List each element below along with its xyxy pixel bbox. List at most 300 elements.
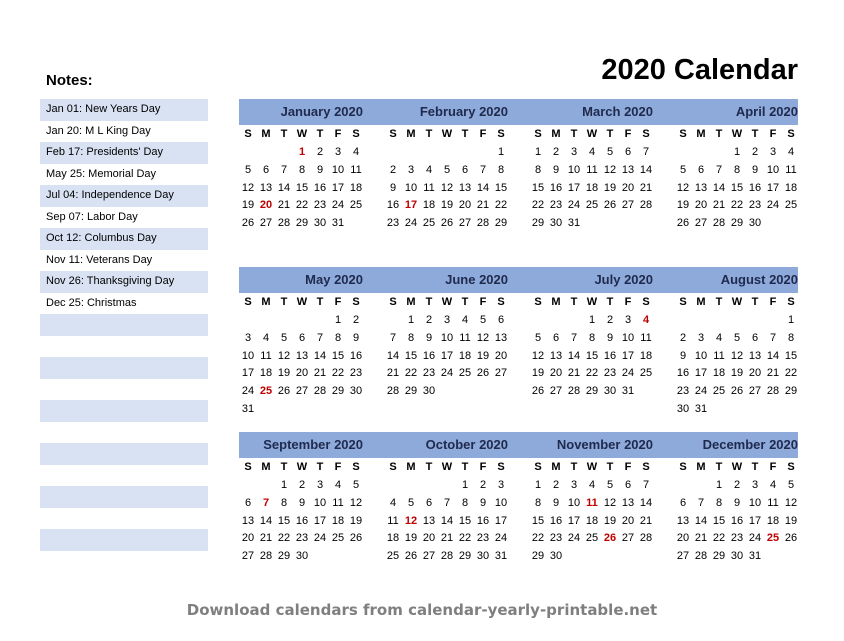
date-cell: 8	[334, 331, 342, 344]
weekday-label: T	[280, 461, 288, 473]
date-cell: 13	[621, 496, 635, 509]
date-cell: 16	[549, 514, 563, 527]
date-cell: 13	[494, 331, 508, 344]
date-cell: 23	[748, 199, 762, 212]
date-cell: 14	[259, 514, 273, 527]
date-cell: 2	[606, 314, 614, 326]
note-row: Sep 07: Labor Day	[46, 210, 138, 223]
date-cell: 26	[440, 217, 454, 230]
weekday-label: S	[787, 128, 795, 140]
date-cell: 31	[331, 217, 345, 230]
date-cell: 29	[531, 550, 545, 563]
date-cell: 1	[334, 314, 342, 326]
weekday-label: T	[715, 128, 723, 140]
date-cell: 11	[332, 496, 344, 509]
date-cell: 21	[313, 367, 327, 380]
note-row: Feb 17: Presidents' Day	[40, 142, 208, 164]
date-cell: 7	[769, 331, 777, 344]
date-cell: 26	[531, 385, 545, 398]
date-cell: 20	[494, 349, 508, 362]
date-cell: 5	[280, 331, 288, 344]
date-cell: 12	[603, 163, 617, 176]
date-cell: 27	[748, 385, 762, 398]
date-cell: 22	[585, 367, 599, 380]
date-cell: 15	[295, 181, 309, 194]
date-cell: 30	[748, 217, 762, 230]
date-cell: 11	[260, 349, 272, 362]
weekday-label: W	[731, 128, 743, 140]
date-cell: 29	[784, 385, 798, 398]
date-cell: 18	[259, 367, 273, 380]
date-cell: 20	[676, 532, 690, 545]
date-cell: 20	[422, 532, 436, 545]
date-cell: 17	[694, 367, 708, 380]
date-cell: 14	[476, 181, 490, 194]
weekday-label: W	[586, 461, 598, 473]
notes-list	[40, 99, 208, 551]
date-cell: 12	[531, 349, 545, 362]
date-cell: 18	[585, 514, 599, 527]
date-cell: 12	[349, 496, 363, 509]
weekday-label: M	[406, 128, 416, 140]
date-cell: 25	[639, 367, 653, 380]
date-cell: 11	[785, 163, 797, 176]
date-cell: 4	[352, 146, 360, 158]
date-cell: 4	[389, 496, 397, 509]
date-cell: 30	[549, 217, 563, 230]
date-cell: 28	[694, 550, 708, 563]
date-cell: 29	[494, 217, 508, 230]
note-row: Oct 12: Columbus Day	[40, 228, 208, 250]
date-cell: 22	[730, 199, 744, 212]
date-cell: 14	[712, 181, 726, 194]
holiday-date: 12	[404, 514, 418, 527]
holiday-date: 11	[586, 496, 598, 509]
date-cell: 25	[784, 199, 798, 212]
date-cell: 11	[387, 514, 399, 527]
date-cell: 17	[241, 367, 255, 380]
weekday-label: M	[551, 296, 561, 308]
holiday-date: 25	[259, 385, 273, 398]
date-cell: 19	[730, 367, 744, 380]
weekday-label: M	[406, 296, 416, 308]
month-title: September 2020	[263, 437, 363, 452]
date-cell: 10	[567, 496, 581, 509]
holiday-date: 7	[262, 496, 270, 509]
date-cell: 9	[552, 496, 560, 509]
date-cell: 13	[676, 514, 690, 527]
weekday-label: T	[751, 128, 759, 140]
date-cell: 17	[494, 514, 508, 527]
note-row	[40, 465, 208, 487]
date-cell: 8	[497, 163, 505, 176]
date-cell: 20	[621, 181, 635, 194]
date-cell: 15	[458, 514, 472, 527]
date-cell: 16	[676, 367, 690, 380]
date-cell: 10	[404, 181, 418, 194]
date-cell: 25	[422, 217, 436, 230]
date-cell: 22	[277, 532, 291, 545]
weekday-label: M	[406, 461, 416, 473]
weekday-label: S	[679, 296, 687, 308]
weekday-label: F	[624, 296, 632, 308]
date-cell: 12	[784, 496, 798, 509]
date-cell: 21	[694, 532, 708, 545]
date-cell: 10	[241, 349, 255, 362]
date-cell: 6	[552, 331, 560, 344]
date-cell: 9	[479, 496, 487, 509]
date-cell: 24	[567, 532, 581, 545]
date-cell: 10	[494, 496, 508, 509]
date-cell: 30	[349, 385, 363, 398]
date-cell: 29	[585, 385, 599, 398]
date-cell: 3	[334, 146, 342, 158]
month-title: February 2020	[419, 104, 508, 119]
date-cell: 13	[748, 349, 762, 362]
date-cell: 2	[316, 146, 324, 158]
month-title: May 2020	[305, 272, 363, 287]
date-cell: 29	[458, 550, 472, 563]
weekday-label: F	[479, 296, 487, 308]
date-cell: 30	[676, 403, 690, 415]
date-cell: 3	[769, 146, 777, 158]
date-cell: 25	[386, 550, 400, 563]
date-cell: 28	[476, 217, 490, 230]
date-cell: 13	[694, 181, 708, 194]
date-cell: 31	[621, 385, 635, 398]
date-cell: 8	[715, 496, 723, 509]
note-row	[40, 357, 208, 379]
date-cell: 2	[479, 479, 487, 491]
date-cell: 17	[313, 514, 327, 527]
date-cell: 23	[603, 367, 617, 380]
date-cell: 9	[352, 331, 360, 344]
date-cell: 16	[386, 199, 400, 212]
date-cell: 21	[277, 199, 291, 212]
date-cell: 26	[404, 550, 418, 563]
weekday-label: W	[296, 461, 308, 473]
weekday-label: W	[441, 461, 453, 473]
note-row: Jul 04: Independence Day	[40, 185, 208, 207]
date-cell: 28	[440, 550, 454, 563]
date-cell: 5	[679, 163, 687, 176]
weekday-label: S	[389, 461, 397, 473]
date-cell: 3	[443, 314, 451, 326]
page-title: 2020 Calendar	[601, 54, 798, 86]
date-cell: 13	[458, 181, 472, 194]
date-cell: 12	[440, 181, 454, 194]
weekday-label: T	[570, 128, 578, 140]
date-cell: 30	[476, 550, 490, 563]
date-cell: 14	[313, 349, 327, 362]
date-cell: 27	[621, 199, 635, 212]
weekday-label: T	[461, 461, 469, 473]
date-cell: 28	[567, 385, 581, 398]
date-cell: 15	[531, 181, 545, 194]
date-cell: 15	[531, 514, 545, 527]
date-cell: 16	[748, 181, 762, 194]
date-cell: 15	[404, 349, 418, 362]
weekday-label: W	[296, 128, 308, 140]
date-cell: 25	[585, 532, 599, 545]
date-cell: 8	[534, 496, 542, 509]
weekday-label: W	[586, 128, 598, 140]
date-cell: 29	[531, 217, 545, 230]
date-cell: 23	[549, 199, 563, 212]
date-cell: 1	[588, 314, 596, 326]
date-cell: 30	[730, 550, 744, 563]
holiday-date: 17	[404, 199, 418, 212]
note-row	[40, 443, 208, 465]
weekday-label: T	[425, 461, 433, 473]
date-cell: 18	[349, 181, 363, 194]
date-cell: 24	[440, 367, 454, 380]
date-cell: 15	[712, 514, 726, 527]
date-cell: 4	[715, 331, 723, 344]
note-row	[40, 508, 208, 530]
date-cell: 27	[676, 550, 690, 563]
date-cell: 17	[567, 181, 581, 194]
weekday-label: T	[316, 128, 324, 140]
date-cell: 9	[552, 163, 560, 176]
date-cell: 6	[697, 163, 705, 176]
date-cell: 6	[497, 314, 505, 326]
date-cell: 17	[621, 349, 635, 362]
date-cell: 28	[259, 550, 273, 563]
month-title: January 2020	[280, 104, 363, 119]
date-cell: 5	[534, 331, 542, 344]
date-cell: 6	[751, 331, 759, 344]
date-cell: 19	[603, 181, 617, 194]
date-cell: 4	[787, 146, 795, 158]
weekday-label: M	[261, 296, 271, 308]
weekday-label: W	[441, 296, 453, 308]
date-cell: 26	[241, 217, 255, 230]
weekday-label: S	[389, 128, 397, 140]
date-cell: 4	[334, 479, 342, 491]
date-cell: 4	[425, 163, 433, 176]
note-row: Dec 25: Christmas	[46, 296, 137, 309]
holiday-date: 4	[642, 314, 650, 326]
weekday-label: S	[642, 461, 650, 473]
note-row	[40, 336, 208, 358]
weekday-label: M	[261, 461, 271, 473]
date-cell: 18	[784, 181, 798, 194]
weekday-label: T	[316, 461, 324, 473]
date-cell: 3	[570, 479, 578, 491]
date-cell: 3	[497, 479, 505, 491]
date-cell: 21	[476, 199, 490, 212]
date-cell: 2	[352, 314, 360, 326]
date-cell: 3	[624, 314, 632, 326]
date-cell: 23	[422, 367, 436, 380]
date-cell: 26	[277, 385, 291, 398]
date-cell: 8	[733, 163, 741, 176]
date-cell: 24	[567, 199, 581, 212]
month-title: November 2020	[556, 437, 653, 452]
date-cell: 12	[241, 181, 255, 194]
date-cell: 18	[422, 199, 436, 212]
date-cell: 15	[784, 349, 798, 362]
holiday-date: 26	[603, 532, 617, 545]
date-cell: 12	[676, 181, 690, 194]
date-cell: 8	[407, 331, 415, 344]
date-cell: 27	[621, 532, 635, 545]
weekday-label: M	[551, 461, 561, 473]
weekday-label: S	[389, 296, 397, 308]
date-cell: 21	[639, 514, 653, 527]
holiday-date: 25	[766, 532, 780, 545]
date-cell: 31	[748, 550, 762, 563]
weekday-label: F	[479, 128, 487, 140]
month-title: March 2020	[582, 104, 653, 119]
date-cell: 17	[766, 181, 780, 194]
date-cell: 2	[389, 163, 397, 176]
weekday-label: M	[696, 296, 706, 308]
weekday-label: S	[679, 128, 687, 140]
date-cell: 28	[313, 385, 327, 398]
weekday-label: W	[441, 128, 453, 140]
weekday-label: S	[497, 128, 505, 140]
date-cell: 1	[787, 314, 795, 326]
date-cell: 24	[404, 217, 418, 230]
weekday-label: W	[296, 296, 308, 308]
date-cell: 14	[639, 496, 653, 509]
weekday-label: S	[787, 461, 795, 473]
date-cell: 24	[694, 385, 708, 398]
date-cell: 5	[443, 163, 451, 176]
date-cell: 12	[730, 349, 744, 362]
date-cell: 31	[494, 550, 508, 563]
date-cell: 8	[298, 163, 306, 176]
date-cell: 6	[425, 496, 433, 509]
date-cell: 11	[423, 181, 435, 194]
weekday-label: T	[280, 128, 288, 140]
date-cell: 20	[748, 367, 762, 380]
weekday-label: S	[534, 296, 542, 308]
weekday-label: T	[570, 461, 578, 473]
date-cell: 13	[295, 349, 309, 362]
date-cell: 12	[277, 349, 291, 362]
date-cell: 13	[241, 514, 255, 527]
date-cell: 17	[567, 514, 581, 527]
footer-link[interactable]: Download calendars from calendar-yearly-printable.net	[186, 601, 658, 619]
date-cell: 6	[679, 496, 687, 509]
date-cell: 7	[697, 496, 705, 509]
date-cell: 23	[476, 532, 490, 545]
date-cell: 7	[642, 146, 650, 158]
date-cell: 6	[461, 163, 469, 176]
weekday-label: F	[769, 461, 777, 473]
date-cell: 22	[295, 199, 309, 212]
weekday-label: S	[244, 296, 252, 308]
date-cell: 4	[588, 479, 596, 491]
weekday-label: F	[624, 128, 632, 140]
date-cell: 1	[407, 314, 415, 326]
date-cell: 21	[259, 532, 273, 545]
date-cell: 7	[280, 163, 288, 176]
date-cell: 21	[386, 367, 400, 380]
weekday-label: S	[534, 461, 542, 473]
date-cell: 14	[694, 514, 708, 527]
date-cell: 18	[386, 532, 400, 545]
note-row	[40, 486, 208, 508]
date-cell: 5	[606, 146, 614, 158]
date-cell: 23	[386, 217, 400, 230]
date-cell: 21	[766, 367, 780, 380]
date-cell: 23	[295, 532, 309, 545]
weekday-label: F	[479, 461, 487, 473]
weekday-label: S	[352, 128, 360, 140]
date-cell: 21	[567, 367, 581, 380]
date-cell: 27	[494, 367, 508, 380]
date-cell: 29	[277, 550, 291, 563]
date-cell: 16	[349, 349, 363, 362]
date-cell: 10	[748, 496, 762, 509]
date-cell: 8	[588, 331, 596, 344]
date-cell: 3	[570, 146, 578, 158]
date-cell: 28	[766, 385, 780, 398]
date-cell: 11	[767, 496, 779, 509]
note-row: Jan 01: New Years Day	[40, 99, 208, 121]
date-cell: 26	[730, 385, 744, 398]
date-cell: 18	[766, 514, 780, 527]
date-cell: 28	[386, 385, 400, 398]
date-cell: 14	[766, 349, 780, 362]
date-cell: 3	[316, 479, 324, 491]
date-cell: 16	[603, 349, 617, 362]
date-cell: 20	[621, 514, 635, 527]
date-cell: 5	[407, 496, 415, 509]
date-cell: 3	[697, 331, 705, 344]
weekday-label: T	[461, 296, 469, 308]
date-cell: 6	[624, 479, 632, 491]
date-cell: 24	[748, 532, 762, 545]
date-cell: 28	[712, 217, 726, 230]
date-cell: 29	[295, 217, 309, 230]
weekday-label: M	[261, 128, 271, 140]
date-cell: 21	[712, 199, 726, 212]
weekday-label: T	[606, 296, 614, 308]
date-cell: 2	[733, 479, 741, 491]
weekday-label: S	[679, 461, 687, 473]
date-cell: 31	[241, 403, 255, 415]
date-cell: 24	[494, 532, 508, 545]
date-cell: 23	[349, 367, 363, 380]
month-title: August 2020	[720, 272, 798, 287]
weekday-label: S	[244, 461, 252, 473]
date-cell: 7	[479, 163, 487, 176]
date-cell: 15	[730, 181, 744, 194]
date-cell: 22	[458, 532, 472, 545]
date-cell: 27	[549, 385, 563, 398]
date-cell: 22	[531, 199, 545, 212]
date-cell: 2	[298, 479, 306, 491]
date-cell: 26	[603, 199, 617, 212]
weekday-label: T	[280, 296, 288, 308]
date-cell: 15	[331, 349, 345, 362]
date-cell: 24	[313, 532, 327, 545]
date-cell: 22	[331, 367, 345, 380]
date-cell: 10	[621, 331, 635, 344]
date-cell: 6	[244, 496, 252, 509]
date-cell: 16	[313, 181, 327, 194]
weekday-label: M	[696, 128, 706, 140]
date-cell: 16	[730, 514, 744, 527]
date-cell: 9	[679, 349, 687, 362]
note-row	[40, 529, 208, 551]
weekday-label: S	[642, 296, 650, 308]
